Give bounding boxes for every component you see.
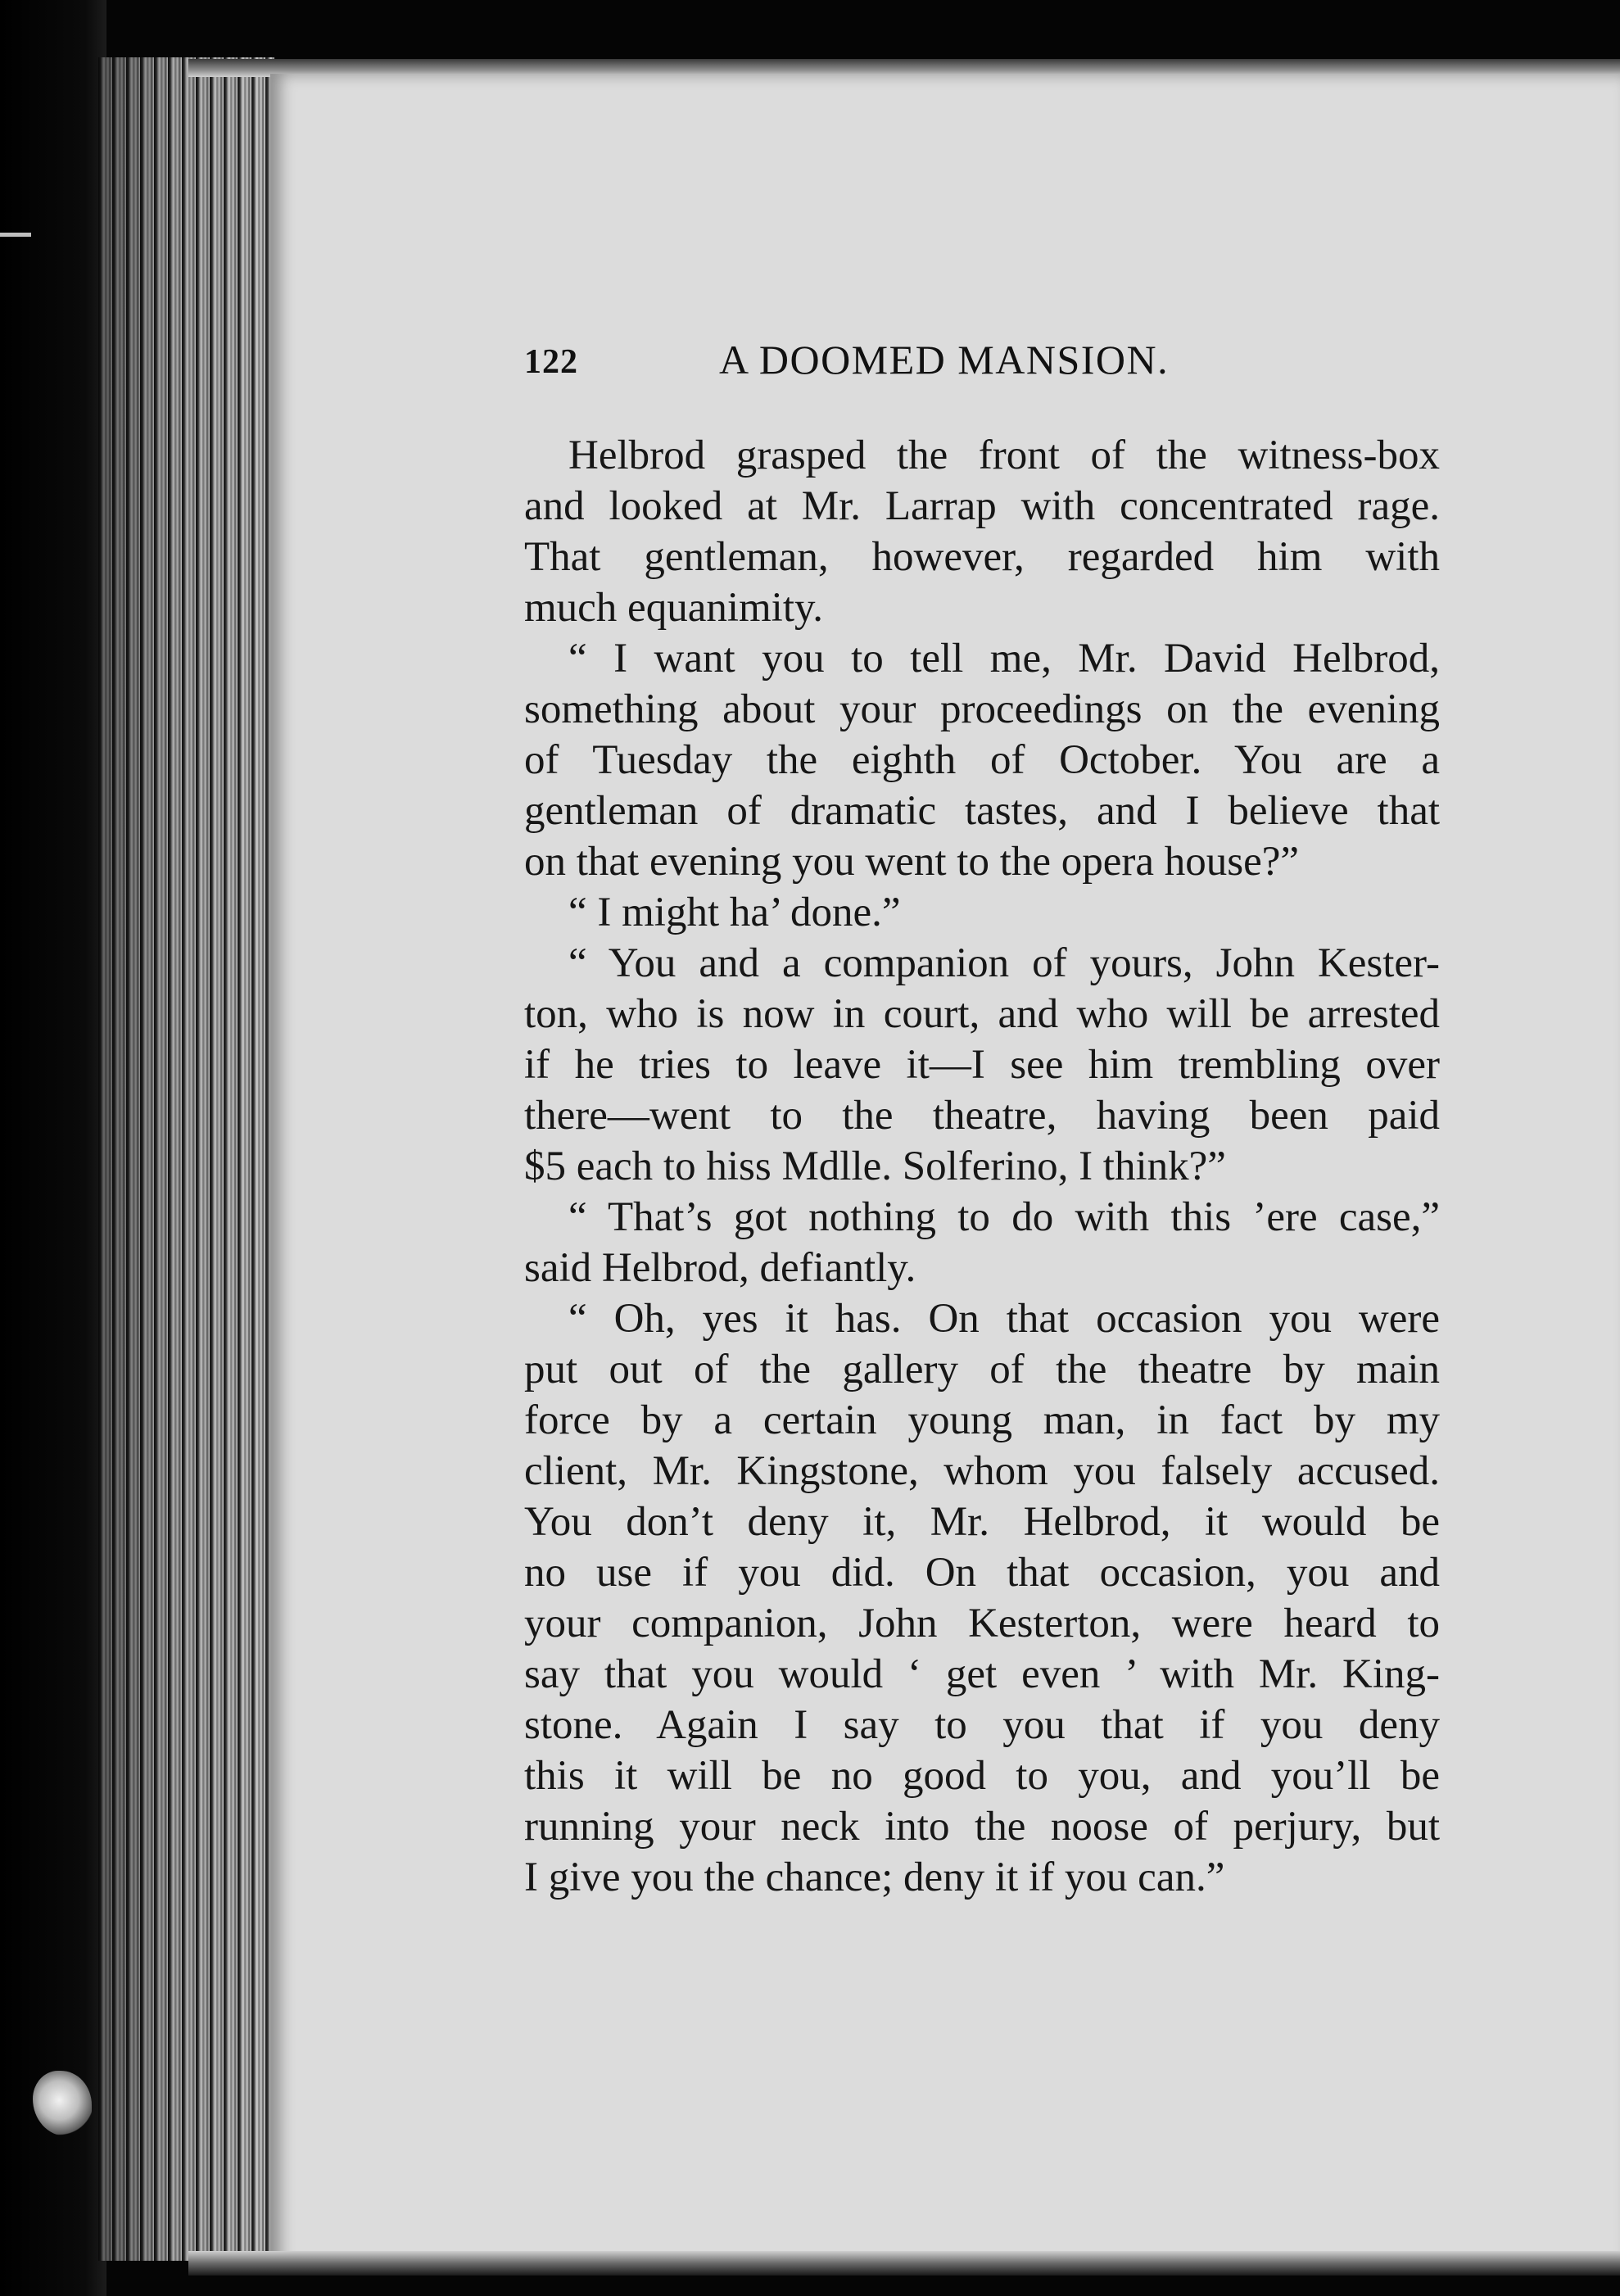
text-line: “ That’s got nothing to do with this ’ere case,” — [568, 1194, 1440, 1240]
text-line: something about your proceedings on the evening — [524, 686, 1440, 732]
text-line: gentleman of dramatic tastes, and I believe that — [524, 788, 1440, 834]
text-line: there—went to the theatre, having been paid — [524, 1093, 1440, 1139]
text-line: and looked at Mr. Larrap with concentrated rage. — [524, 483, 1440, 529]
text-line: I give you the chance; deny it if you can.” — [524, 1854, 1225, 1900]
running-head: A DOOMED MANSION. — [719, 337, 1170, 383]
text-line: your companion, John Kesterton, were heard to — [524, 1601, 1440, 1646]
text-line: $5 each to hiss Mdlle. Solferino, I think?” — [524, 1143, 1226, 1189]
body-text — [524, 430, 1440, 1903]
text-line: “ Oh, yes it has. On that occasion you were — [568, 1296, 1440, 1342]
text-line: of Tuesday the eighth of October. You are a — [524, 737, 1440, 783]
text-line: put out of the gallery of the theatre by main — [524, 1347, 1440, 1393]
text-line: no use if you did. On that occasion, you and — [524, 1550, 1440, 1596]
page-header — [524, 336, 1343, 393]
text-line: client, Mr. Kingstone, whom you falsely accused. — [524, 1448, 1440, 1494]
text-line: ton, who is now in court, and who will be arrested — [524, 991, 1440, 1037]
page-edges-shading — [98, 57, 274, 2261]
text-line: “ You and a companion of yours, John Kester- — [568, 940, 1440, 986]
text-line: this it will be no good to you, and you’ll be — [524, 1753, 1440, 1799]
text-line: That gentleman, however, regarded him with — [524, 534, 1440, 580]
text-line: said Helbrod, defiantly. — [524, 1245, 916, 1291]
text-line: You don’t deny it, Mr. Helbrod, it would be — [524, 1499, 1440, 1545]
text-line: say that you would ‘ get even ’ with Mr. King- — [524, 1651, 1440, 1697]
text-line: Helbrod grasped the front of the witness-box — [568, 432, 1440, 478]
text-line: if he tries to leave it—I see him trembling over — [524, 1042, 1440, 1088]
book-spine-shadow — [0, 0, 106, 2296]
text-line: “ I might ha’ done.” — [568, 890, 901, 935]
page-bottom-edge — [188, 2251, 1620, 2276]
text-line: force by a certain young man, in fact by my — [524, 1397, 1440, 1443]
page-number: 122 — [524, 343, 578, 381]
text-line: stone. Again I say to you that if you deny — [524, 1702, 1440, 1748]
scan-artifact-mark — [0, 233, 31, 237]
text-line: running your neck into the noose of perjury, but — [524, 1804, 1440, 1850]
text-line: “ I want you to tell me, Mr. David Helbrod, — [568, 636, 1440, 682]
text-line: on that evening you went to the opera house?” — [524, 839, 1300, 885]
text-line: much equanimity. — [524, 585, 823, 631]
